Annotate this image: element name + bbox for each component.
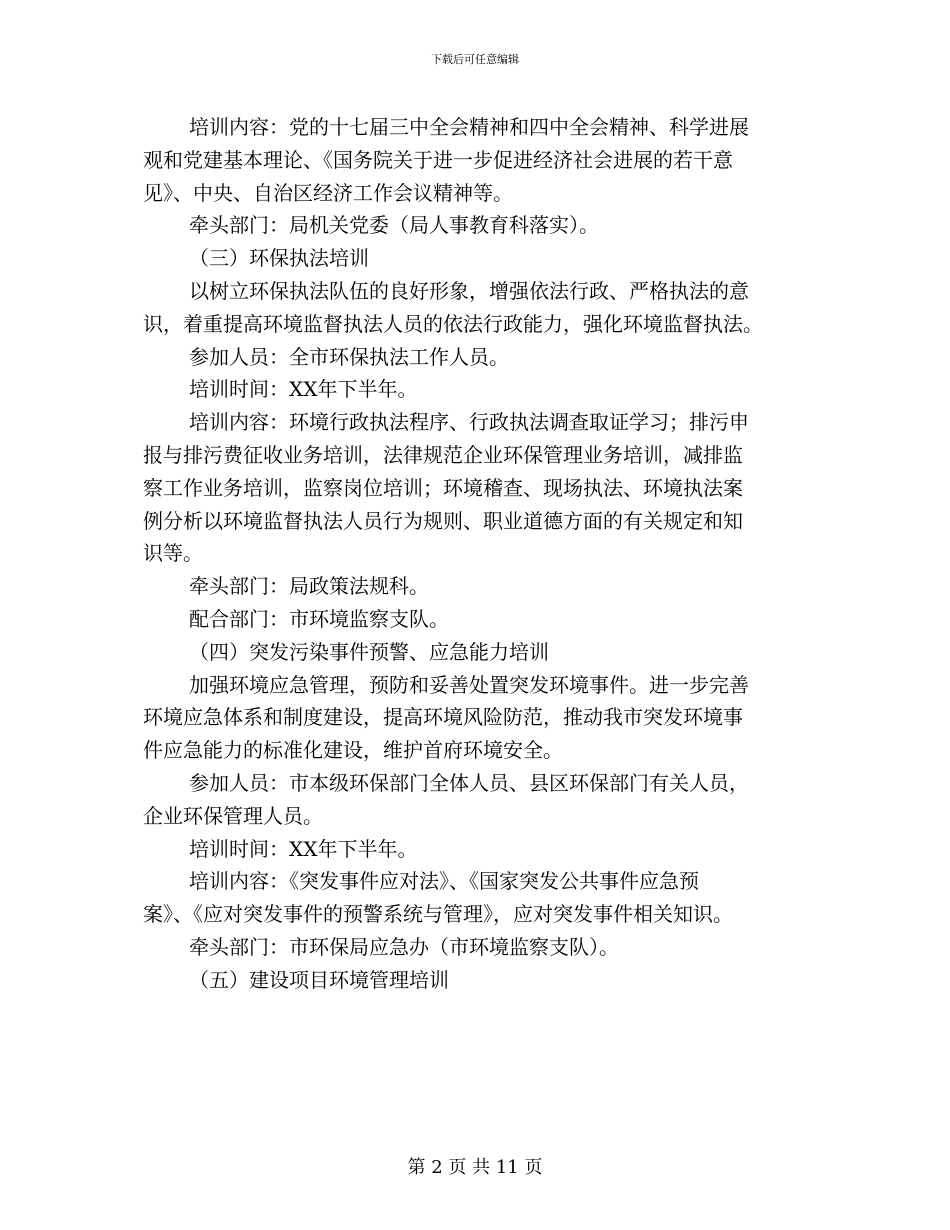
page-header: 下载后可任意编辑: [431, 53, 519, 66]
text-line: （五）建设项目环境管理培训: [189, 967, 449, 992]
text-line: （三）环保执法培训: [189, 246, 369, 271]
text-line: 培训内容：党的十七届三中全会精神和四中全会精神、科学进展: [189, 115, 749, 139]
text-line: 培训时间：XX年下半年。: [189, 836, 418, 861]
text-line: 例分析以环境监督执法人员行为规则、职业道德方面的有关规定和知: [143, 508, 743, 533]
text-line: 观和党建基本理论、《国务院关于进一步促进经济社会进展的若干意: [143, 147, 733, 172]
text-line: 案》、《应对突发事件的预警系统与管理》，应对突发事件相关知识。: [143, 902, 733, 927]
text-line: 牵头部门：局机关党委（局人事教育科落实）。: [189, 213, 599, 238]
text-line: 件应急能力的标准化建设，维护首府环境安全。: [143, 738, 563, 763]
text-line: （四）突发污染事件预警、应急能力培训: [189, 639, 549, 664]
text-line: 参加人员：全市环保执法工作人员。: [189, 344, 509, 369]
text-line: 报与排污费征收业务培训，法律规范企业环保管理业务培训，减排监: [143, 442, 743, 467]
text-line: 配合部门：市环境监察支队。: [189, 606, 449, 631]
text-line: 牵头部门：市环保局应急办（市环境监察支队）。: [189, 934, 619, 959]
text-line: 察工作业务培训，监察岗位培训；环境稽查、现场执法、环境执法案: [143, 475, 743, 500]
text-line: 参加人员：市本级环保部门全体人员、县区环保部门有关人员，: [189, 770, 749, 795]
text-line: 识等。: [143, 541, 203, 566]
text-line: 培训内容：《突发事件应对法》、《国家突发公共事件应急预: [189, 869, 699, 894]
text-line: 培训时间：XX年下半年。: [189, 377, 418, 402]
text-line: 以树立环保执法队伍的良好形象，增强依法行政、严格执法的意: [189, 278, 749, 303]
page-footer: 第 2 页 共 11 页: [407, 1157, 543, 1178]
text-line: 企业环保管理人员。: [143, 803, 323, 828]
text-line: 牵头部门：局政策法规科。: [189, 574, 429, 599]
text-line: 环境应急体系和制度建设，提高环境风险防范，推动我市突发环境事: [143, 705, 743, 730]
text-line: 加强环境应急管理，预防和妥善处置突发环境事件。进一步完善: [189, 672, 749, 697]
text-line: 培训内容：环境行政执法程序、行政执法调查取证学习；排污申: [189, 410, 749, 435]
text-line: 识，着重提高环境监督执法人员的依法行政能力，强化环境监督执法。: [143, 311, 763, 336]
text-line: 见》、中央、自治区经济工作会议精神等。: [143, 180, 513, 205]
document-body: [143, 111, 807, 997]
